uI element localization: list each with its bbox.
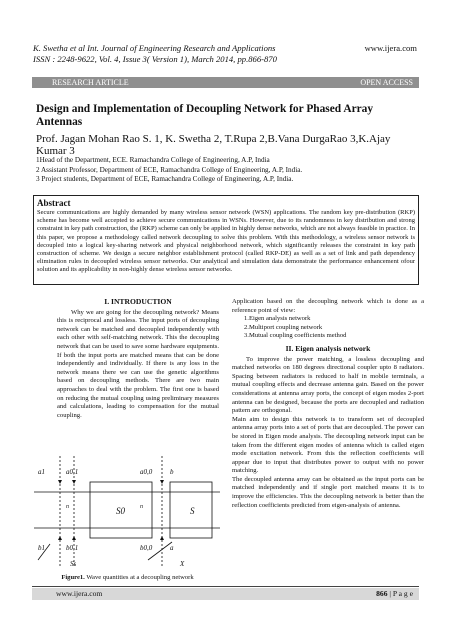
label-s0: S0 <box>116 506 125 516</box>
footer-rule <box>32 586 419 587</box>
label-b00: b0,0 <box>140 544 153 552</box>
list-item: 1.Eigen analysis network <box>244 315 311 323</box>
figure-caption-text: Wave quantities at a decoupling network <box>86 574 194 581</box>
article-type-band <box>32 77 419 88</box>
label-a-bot: a <box>170 544 174 552</box>
arrow-up-icon <box>72 536 76 540</box>
label-a01: a0,1 <box>66 468 79 476</box>
abstract-text: Secure communications are highly demanded by many wireless sensor network (WSN) applications. The random key pre-distribution (RKP) scheme has become well accepted to achieve secure communications in WSNs. However, due to its randomness in key distribution and strong constraint in key path construction, the (RKP) scheme can only be applied in highly dense networks, which are not always feasible in practice. In this paper, we propose a methodology called network decoupling to solve this problem. With this methodology, a wireless sensor network is decoupled into a logical key-sharing network and physical neighborhood network, which significantly releases the constraint in key path construction of scheme. We design a secure neighbor establishment protocol (called RKP-DE) as well as a set of link and path dependency elimination rules in decoupled wireless sensor networks. Our analytical and simulation data demonstrate the performance enhancement ofour solution and its applicability in non-highly dense wireless sensor networks. <box>37 209 415 274</box>
decoupling-network-figure <box>30 450 225 570</box>
journal-website[interactable]: www.ijera.com <box>364 43 417 53</box>
label-x: X <box>180 560 185 568</box>
application-intro: Application based on the decoupling network which is done as a reference point of view: <box>232 298 424 314</box>
paper-title: Design and Implementation of Decoupling Network for Phased Array Antennas <box>36 103 374 128</box>
arrow-down-icon <box>72 480 76 484</box>
page-number: 866 <box>376 589 388 598</box>
introduction-paragraph: Why we are going for the decoupling network? Means this is reciprocal and lossless. The input ports of decoupling network can be matched and decoupled independently with each other with self-matching network. This the decoupling network that can be used to save some hardware equipments. If both the input ports are matched means that can be done independently and individually. If there is any loss in the network means there we can use the genetic algorithms based on decoupling methods. There are two main approaches to deal with the problem. The first one is based on reducing the mutual coupling using preliminary measures and calculations, leading to compensation for the mutual coupling. <box>57 308 219 419</box>
journal-issn: ISSN : 2248-9622, Vol. 4, Issue 3( Version 1), March 2014, pp.866-870 <box>33 53 277 64</box>
journal-header <box>33 43 277 64</box>
label-n: n <box>66 504 69 510</box>
research-article-label: RESEARCH ARTICLE <box>52 78 129 87</box>
footer-website[interactable]: www.ijera.com <box>56 589 103 598</box>
affiliation-1: 1Head of the Department, ECE. Ramachandra College of Engineering, A.P, India <box>36 156 270 164</box>
abstract-heading: Abstract <box>37 198 71 208</box>
label-s: S <box>190 506 195 516</box>
label-b01: b0,1 <box>66 544 79 552</box>
list-item: 3.Mutual coupling coefficients method <box>244 332 347 340</box>
list-item: 2.Multiport coupling network <box>244 323 323 331</box>
label-b-top: b <box>170 468 174 476</box>
journal-citation: K. Swetha et al Int. Journal of Engineering Research and Applications <box>33 43 276 53</box>
label-b1: b1 <box>38 544 45 552</box>
left-column <box>57 298 219 420</box>
arrow-up-icon <box>160 536 164 540</box>
section-heading-introduction: I. INTRODUCTION <box>104 297 172 306</box>
abstract-box <box>33 195 419 285</box>
footer-page-number <box>376 588 413 600</box>
figure-caption-label: Figure1. <box>61 574 85 581</box>
paper-authors: Prof. Jagan Mohan Rao S. 1, K. Swetha 2, T.Rupa 2,B.Vana DurgaRao 3,K.Ajay Kumar 3 <box>36 133 391 157</box>
section-heading-eigen: II. Eigen analysis network <box>285 343 371 353</box>
label-a1: a1 <box>38 468 45 476</box>
eigen-paragraph-2: Main aim to design this network is to transform set of decoupled antenna array ports into a set of ports that are decoupled. The power can be stored in Eigen mode analysis. The decoupling network input can be taken from the different eigen modes of antenna which is called eigen mode excitation network. From this the reflection coefficients will appear due to input that distributes power to output with no power matching. <box>232 415 424 475</box>
label-ss: Ss <box>70 560 77 568</box>
eigen-paragraph-1: To improve the power matching, a lossless decoupling and matched networks on 180 degrees directional coupler upto 8 radiators. Spacing between radiators is reduced to half in mobile terminals, a mutual coupling effects and decrease antenna gain. Based on the power considerations at antenna array ports, the concept of eigen modes 2-port antenna can be designed, because the ports are decoupled and radiation pattern are orthogonal. <box>232 355 424 415</box>
arrow-down-icon <box>160 480 164 484</box>
open-access-label: OPEN ACCESS <box>360 78 413 87</box>
arrow-down-icon <box>58 480 62 484</box>
right-column <box>232 298 424 510</box>
figure-caption <box>30 574 225 581</box>
page-footer <box>32 588 419 600</box>
affiliations <box>36 156 421 185</box>
arrow-up-icon <box>58 536 62 540</box>
application-list <box>232 315 424 341</box>
label-n: n <box>140 504 143 510</box>
eigen-paragraph-3: The decoupled antenna array can be obtained as the input ports can be matched independently and if single port matched means it is to improve the efficiencies. This the decoupling network is better than the reflection coefficients predicted from eigen-analysis of antenna. <box>232 475 424 509</box>
label-a00: a0,0 <box>140 468 153 476</box>
page-suffix: | P a g e <box>389 589 413 598</box>
affiliation-3: 3 Project students, Department of ECE, Ramachandra College of Engineering, A.P, India. <box>36 175 294 184</box>
affiliation-2: 2 Assistant Professor, Department of ECE, Ramachandra College of Engineering, A.P, India. <box>36 165 303 174</box>
